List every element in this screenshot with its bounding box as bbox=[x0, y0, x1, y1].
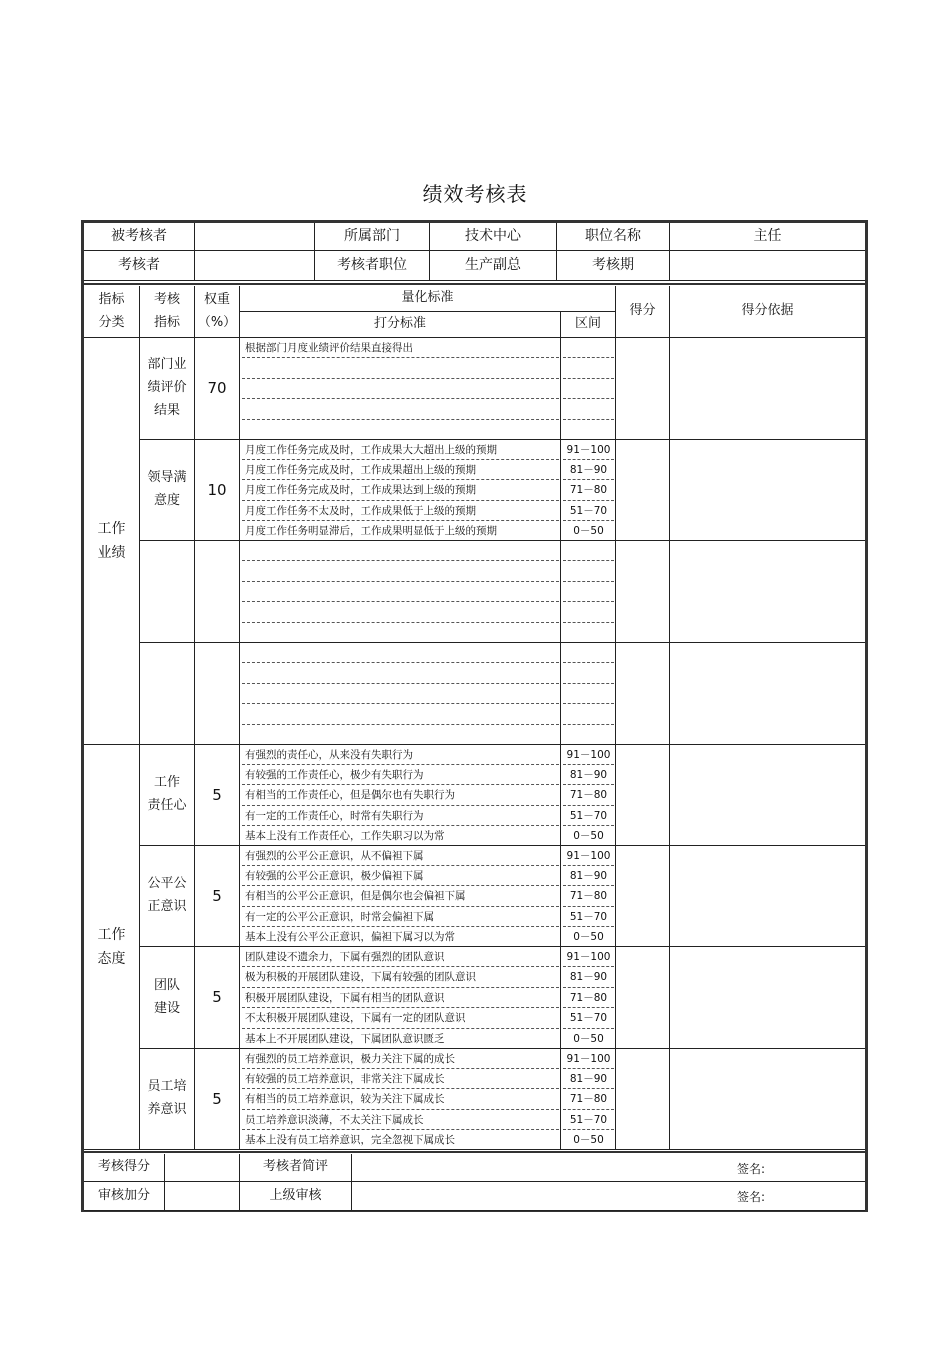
column-header-score-basis: 得分依据 bbox=[670, 286, 865, 338]
column-header-weight: 权重 （%） bbox=[195, 286, 240, 338]
range-value bbox=[563, 624, 614, 643]
range-value bbox=[563, 685, 614, 704]
scoring-standard-line: 根据部门月度业绩评价结果直接得出 bbox=[242, 339, 559, 358]
range-value: 81－90 bbox=[563, 867, 614, 886]
column-header-indicator: 考核 指标 bbox=[140, 286, 195, 338]
scoring-standard-line bbox=[242, 380, 559, 399]
header-label: 考核期 bbox=[557, 251, 670, 281]
score-input-cell[interactable] bbox=[616, 1049, 670, 1150]
header-label: 考核者 bbox=[84, 251, 195, 281]
range-value: 71－80 bbox=[563, 786, 614, 805]
indicator-cell bbox=[140, 541, 195, 643]
scoring-standard-line: 员工培养意识淡薄，不太关注下属成长 bbox=[242, 1111, 559, 1130]
indicator-cell bbox=[140, 643, 195, 745]
score-input-cell[interactable] bbox=[616, 643, 670, 745]
footer-label: 上级审核 bbox=[240, 1182, 352, 1211]
score-input-cell[interactable] bbox=[616, 745, 670, 846]
scoring-standard-line: 月度工作任务明显滞后，工作成果明显低于上级的预期 bbox=[245, 524, 497, 537]
weight-cell: 5 bbox=[195, 745, 240, 846]
comment-field[interactable] bbox=[352, 1154, 865, 1182]
range-value bbox=[563, 705, 614, 724]
category-cell: 工作 态度 bbox=[84, 745, 140, 1150]
score-basis-input-cell[interactable] bbox=[670, 338, 865, 440]
range-value: 51－70 bbox=[563, 807, 614, 826]
scoring-standard-line: 积极开展团队建设，下属有相当的团队意识 bbox=[242, 989, 559, 1008]
range-value: 81－90 bbox=[563, 968, 614, 987]
column-header-range: 区间 bbox=[561, 312, 616, 338]
score-basis-input-cell[interactable] bbox=[670, 846, 865, 947]
range-value bbox=[563, 562, 614, 581]
indicator-cell: 领导满 意度 bbox=[140, 440, 195, 541]
scoring-standard-line: 有较强的公平公正意识，极少偏袒下属 bbox=[242, 867, 559, 886]
scoring-standard-line: 有相当的公平公正意识，但是偶尔也会偏袒下属 bbox=[242, 887, 559, 906]
header-value-field[interactable]: 生产副总 bbox=[430, 251, 557, 281]
score-basis-input-cell[interactable] bbox=[670, 643, 865, 745]
weight-cell: 5 bbox=[195, 947, 240, 1049]
scoring-standard-line bbox=[242, 421, 559, 440]
scoring-standard-line: 极为积极的开展团队建设，下属有较强的团队意识 bbox=[242, 968, 559, 987]
weight-cell bbox=[195, 541, 240, 643]
scoring-standard-line: 有一定的公平公正意识，时常会偏袒下属 bbox=[242, 908, 559, 927]
range-value: 71－80 bbox=[563, 1090, 614, 1109]
score-basis-input-cell[interactable] bbox=[670, 745, 865, 846]
scoring-standard-line bbox=[242, 705, 559, 724]
comment-field[interactable] bbox=[352, 1182, 865, 1211]
scoring-standard-line bbox=[242, 400, 559, 419]
weight-cell: 70 bbox=[195, 338, 240, 440]
scoring-standard-line: 月度工作任务完成及时，工作成果超出上级的预期 bbox=[242, 461, 559, 480]
weight-cell: 10 bbox=[195, 440, 240, 541]
scoring-standard-line: 有较强的工作责任心，极少有失职行为 bbox=[242, 766, 559, 785]
scoring-standard-line: 基本上没有公平公正意识，偏袒下属习以为常 bbox=[245, 930, 455, 943]
score-basis-input-cell[interactable] bbox=[670, 541, 865, 643]
scoring-standard-line bbox=[242, 624, 559, 643]
range-value: 81－90 bbox=[563, 461, 614, 480]
scoring-standard-line bbox=[242, 664, 559, 683]
range-value: 51－70 bbox=[563, 1111, 614, 1130]
range-value bbox=[563, 644, 614, 663]
range-value: 81－90 bbox=[563, 1070, 614, 1089]
range-value: 71－80 bbox=[563, 481, 614, 500]
weight-cell: 5 bbox=[195, 1049, 240, 1150]
section-divider bbox=[84, 1151, 865, 1153]
footer-value-field[interactable] bbox=[165, 1154, 240, 1182]
indicator-cell: 部门业 绩评价 结果 bbox=[140, 338, 195, 440]
header-label: 所属部门 bbox=[315, 223, 430, 251]
indicator-cell: 公平公 正意识 bbox=[140, 846, 195, 947]
scoring-standard-line bbox=[242, 542, 559, 561]
range-value bbox=[563, 421, 614, 440]
score-input-cell[interactable] bbox=[616, 338, 670, 440]
header-value-field[interactable] bbox=[195, 251, 315, 281]
scoring-standard-line: 有相当的工作责任心，但是偶尔也有失职行为 bbox=[242, 786, 559, 805]
range-value: 71－80 bbox=[563, 887, 614, 906]
scoring-standard-line: 有强烈的公平公正意识，从不偏袒下属 bbox=[242, 847, 559, 866]
range-value: 51－70 bbox=[563, 502, 614, 521]
scoring-standard-line: 有较强的员工培养意识，非常关注下属成长 bbox=[242, 1070, 559, 1089]
scoring-standard-line: 有相当的员工培养意识，较为关注下属成长 bbox=[242, 1090, 559, 1109]
weight-cell: 5 bbox=[195, 846, 240, 947]
indicator-cell: 员工培 养意识 bbox=[140, 1049, 195, 1150]
score-basis-input-cell[interactable] bbox=[670, 440, 865, 541]
range-value bbox=[563, 583, 614, 602]
range-value: 0－50 bbox=[573, 829, 604, 842]
score-input-cell[interactable] bbox=[616, 846, 670, 947]
scoring-standard-line: 基本上没有员工培养意识，完全忽视下属成长 bbox=[245, 1133, 455, 1146]
header-label: 考核者职位 bbox=[315, 251, 430, 281]
scoring-standard-line: 团队建设不遗余力，下属有强烈的团队意识 bbox=[242, 948, 559, 967]
range-value: 91－100 bbox=[563, 1050, 614, 1069]
range-value: 81－90 bbox=[563, 766, 614, 785]
range-value: 51－70 bbox=[563, 1009, 614, 1028]
column-header-category: 指标 分类 bbox=[84, 286, 140, 338]
scoring-standard-line: 基本上不开展团队建设，下属团队意识匮乏 bbox=[245, 1032, 445, 1045]
range-value: 0－50 bbox=[573, 930, 604, 943]
page-title: 绩效考核表 bbox=[422, 182, 528, 206]
footer-label: 考核得分 bbox=[84, 1154, 165, 1182]
signature-label: 签名: bbox=[737, 1190, 766, 1204]
scoring-standard-line bbox=[242, 583, 559, 602]
range-value bbox=[563, 380, 614, 399]
range-value bbox=[563, 359, 614, 378]
scoring-standard-line: 有一定的工作责任心，时常有失职行为 bbox=[242, 807, 559, 826]
scoring-standard-line: 月度工作任务不太及时，工作成果低于上级的预期 bbox=[242, 502, 559, 521]
column-header-scoring-standard: 打分标准 bbox=[240, 312, 561, 338]
footer-value-field[interactable] bbox=[165, 1182, 240, 1211]
footer-label: 审核加分 bbox=[84, 1182, 165, 1211]
range-value: 0－50 bbox=[573, 1032, 604, 1045]
signature-label: 签名: bbox=[737, 1162, 766, 1176]
range-value: 91－100 bbox=[563, 847, 614, 866]
section-divider bbox=[84, 283, 865, 285]
scoring-standard-line bbox=[242, 726, 559, 745]
weight-cell bbox=[195, 643, 240, 745]
scoring-standard-line bbox=[242, 562, 559, 581]
scoring-standard-line: 有强烈的责任心，从来没有失职行为 bbox=[242, 746, 559, 765]
range-value: 71－80 bbox=[563, 989, 614, 1008]
range-value bbox=[563, 664, 614, 683]
range-value: 91－100 bbox=[563, 746, 614, 765]
range-value: 91－100 bbox=[563, 948, 614, 967]
score-input-cell[interactable] bbox=[616, 947, 670, 1049]
header-label: 被考核者 bbox=[84, 223, 195, 251]
scoring-standard-line: 月度工作任务完成及时，工作成果达到上级的预期 bbox=[242, 481, 559, 500]
category-cell: 工作 业绩 bbox=[84, 338, 140, 745]
scoring-standard-line bbox=[242, 685, 559, 704]
scoring-standard-line: 有强烈的员工培养意识，极力关注下属的成长 bbox=[242, 1050, 559, 1069]
range-value: 0－50 bbox=[573, 1133, 604, 1146]
range-value: 91－100 bbox=[563, 441, 614, 460]
range-value: 0－50 bbox=[573, 524, 604, 537]
range-value bbox=[563, 726, 614, 745]
range-value bbox=[563, 339, 614, 358]
scoring-standard-line: 基本上没有工作责任心，工作失职习以为常 bbox=[245, 829, 445, 842]
scoring-standard-line bbox=[242, 644, 559, 663]
indicator-cell: 团队 建设 bbox=[140, 947, 195, 1049]
range-value bbox=[563, 400, 614, 419]
range-value bbox=[563, 542, 614, 561]
scoring-standard-line: 不太积极开展团队建设，下属有一定的团队意识 bbox=[242, 1009, 559, 1028]
scoring-standard-line bbox=[242, 603, 559, 622]
scoring-standard-line bbox=[242, 359, 559, 378]
column-header-quantitative-standard: 量化标准 bbox=[240, 286, 616, 312]
score-input-cell[interactable] bbox=[616, 541, 670, 643]
score-basis-input-cell[interactable] bbox=[670, 1049, 865, 1150]
footer-label: 考核者简评 bbox=[240, 1154, 352, 1182]
score-input-cell[interactable] bbox=[616, 440, 670, 541]
header-value-field[interactable]: 技术中心 bbox=[430, 223, 557, 251]
scoring-standard-line: 月度工作任务完成及时，工作成果大大超出上级的预期 bbox=[242, 441, 559, 460]
header-value-field[interactable] bbox=[670, 251, 865, 281]
indicator-cell: 工作 责任心 bbox=[140, 745, 195, 846]
range-value: 51－70 bbox=[563, 908, 614, 927]
header-label: 职位名称 bbox=[557, 223, 670, 251]
column-header-score: 得分 bbox=[616, 286, 670, 338]
score-basis-input-cell[interactable] bbox=[670, 947, 865, 1049]
range-value bbox=[563, 603, 614, 622]
header-value-field[interactable] bbox=[195, 223, 315, 251]
header-value-field[interactable]: 主任 bbox=[670, 223, 865, 251]
